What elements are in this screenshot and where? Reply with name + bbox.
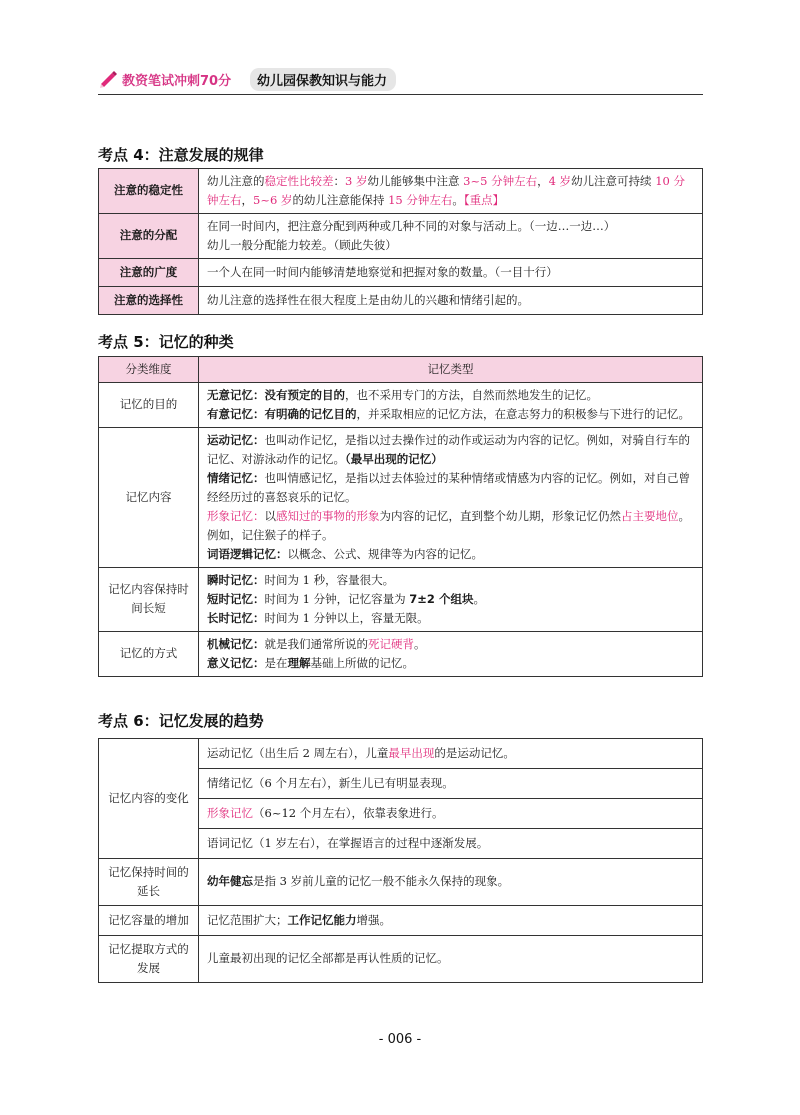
table-row: 注意的分配 在同一时间内，把注意分配到两种或几种不同的对象与活动上。（一边…一边…） 幼儿一般分配能力较差。（顾此失彼） <box>99 213 703 258</box>
section4-title: 考点 4：注意发展的规律 <box>98 146 264 164</box>
table-row: 记忆容量的增加 记忆范围扩大；工作记忆能力增强。 <box>99 905 703 935</box>
row-label: 记忆的目的 <box>99 382 199 427</box>
row-label: 注意的选择性 <box>99 286 199 314</box>
table-row: 情绪记忆（6 个月左右），新生儿已有明显表现。 <box>99 768 703 798</box>
header-dimension: 分类维度 <box>99 357 199 383</box>
row-label: 注意的广度 <box>99 258 199 286</box>
table-row: 形象记忆（6~12 个月左右），依靠表象进行。 <box>99 798 703 828</box>
row-label: 记忆的方式 <box>99 631 199 676</box>
table-row: 记忆的目的 无意记忆：没有预定的目的，也不采用专门的方法，自然而然地发生的记忆。 有意记忆：有明确的记忆目的，并采取相应的记忆方法，在意志努力的积极参与下进行的记忆。 <box>99 382 703 427</box>
table-row: 记忆保持时间的延长 幼年健忘是指 3 岁前儿童的记忆一般不能永久保持的现象。 <box>99 858 703 905</box>
stability-text: 幼儿注意的稳定性比较差：3 岁幼儿能够集中注意 3~5 分钟左右，4 岁幼儿注意可持续 10 分钟左右，5~6 岁的幼儿注意能保持 15 分钟左右。【重点】 <box>199 169 703 214</box>
table-row: 记忆的方式 机械记忆：就是我们通常所说的死记硬背。 意义记忆：是在理解基础上所做的记忆。 <box>99 631 703 676</box>
attention-table <box>98 168 703 315</box>
page-number: - 006 - <box>378 1032 422 1047</box>
row-label: 注意的分配 <box>99 213 199 258</box>
pencil-icon <box>98 69 118 89</box>
row-label: 记忆内容的变化 <box>99 739 199 859</box>
row-label: 注意的稳定性 <box>99 169 199 214</box>
row-label: 记忆保持时间的延长 <box>99 858 199 905</box>
table-row <box>99 169 703 214</box>
table-row: 记忆提取方式的发展 儿童最初出现的记忆全部都是再认性质的记忆。 <box>99 935 703 982</box>
key-point-tag: 【重点】 <box>463 192 505 207</box>
table-row: 语词记忆（1 岁左右），在掌握语言的过程中逐渐发展。 <box>99 828 703 858</box>
memory-types-table <box>98 356 703 677</box>
header-type: 记忆类型 <box>199 357 703 383</box>
running-header <box>98 66 703 95</box>
table-header-row <box>99 357 703 383</box>
section6-title: 考点 6：记忆发展的趋势 <box>98 712 264 730</box>
book-title: 幼儿园保教知识与能力 <box>250 68 396 91</box>
table-row: 记忆内容保持时间长短 瞬时记忆：时间为 1 秒，容量很大。 短时记忆：时间为 1 分钟，记忆容量为 7±2 个组块。 长时记忆：时间为 1 分钟以上，容量无限。 <box>99 567 703 631</box>
memory-trend-table <box>98 738 703 983</box>
table-row: 注意的选择性 幼儿注意的选择性在很大程度上是由幼儿的兴趣和情绪引起的。 <box>99 286 703 314</box>
row-label: 记忆容量的增加 <box>99 905 199 935</box>
row-label: 记忆内容 <box>99 427 199 567</box>
series-title: 教资笔试冲刺70分 <box>122 74 232 89</box>
table-row: 记忆内容 运动记忆：也叫动作记忆，是指以过去操作过的动作或运动为内容的记忆。例如，对骑自行车的记忆、对游泳动作的记忆。（最早出现的记忆） 情绪记忆：也叫情感记忆，是指以过去体验过的某种情绪或情感为内容的记忆。例如，对自己曾经经历过的喜怒哀乐的记忆。 形象记忆：以感知过的事物的形象为内容的记忆，直到整个幼儿期，形象记忆仍然占主要地位。例如，记住猴子的样子。 词语逻辑记忆：以概念、公式、规律等为内容的记忆。 <box>99 427 703 567</box>
table-row: 注意的广度 一个人在同一时间内能够清楚地察觉和把握对象的数量。（一目十行） <box>99 258 703 286</box>
section5-title: 考点 5：记忆的种类 <box>98 333 234 351</box>
row-label: 记忆提取方式的发展 <box>99 935 199 982</box>
row-label: 记忆内容保持时间长短 <box>99 567 199 631</box>
table-row: 记忆内容的变化 运动记忆（出生后 2 周左右），儿童最早出现的是运动记忆。 <box>99 739 703 769</box>
